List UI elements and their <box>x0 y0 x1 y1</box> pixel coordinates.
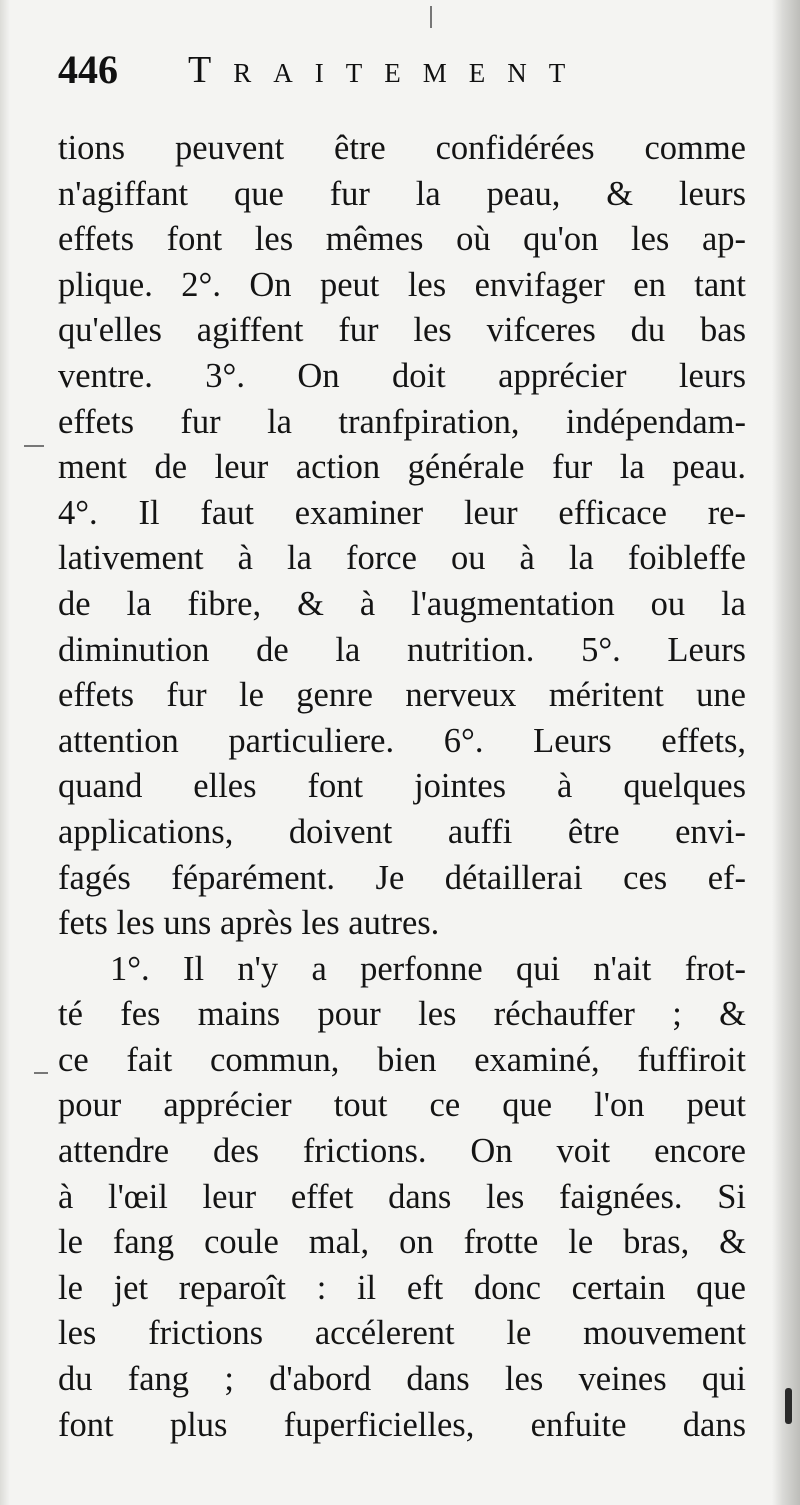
text-line: qu'elles agiffent fur les vifceres du bas <box>58 311 746 350</box>
text-line: à l'œil leur effet dans les faignées. Si <box>58 1177 746 1216</box>
print-mark <box>34 1072 48 1074</box>
text-line: n'agiffant que fur la peau, & leurs <box>58 174 746 213</box>
text-line: effets font les mêmes où qu'on les ap- <box>58 220 746 259</box>
text-line: tions peuvent être confidérées comme <box>58 129 746 167</box>
print-mark <box>24 445 44 447</box>
text-line: 4°. Il faut examiner leur efficace re- <box>58 493 746 532</box>
page-right-edge-shadow <box>772 0 800 1505</box>
page-header <box>58 40 748 100</box>
text-line: le jet reparoît : il eft donc certain que <box>58 1268 746 1307</box>
text-line: les frictions accélerent le mouvement <box>58 1314 746 1353</box>
text-line: font plus fuperficielles, enfuite dans <box>58 1405 746 1444</box>
body-text <box>58 126 746 1448</box>
text-line: ce fait commun, bien examiné, fuffiroit <box>58 1040 746 1079</box>
text-line: plique. 2°. On peut les envifager en tant <box>58 265 746 304</box>
text-line: fets les uns après les autres. <box>58 904 440 943</box>
text-line: fagés féparément. Je détaillerai ces ef- <box>58 858 746 897</box>
text-line: du fang ; d'abord dans les veines qui <box>58 1360 746 1399</box>
text-line: applications, doivent auffi être envi- <box>58 812 746 851</box>
text-line: quand elles font jointes à quelques <box>58 767 746 806</box>
text-line: attendre des frictions. On voit encore <box>58 1132 746 1171</box>
text-line: attention particuliere. 6°. Leurs effets, <box>58 721 746 760</box>
text-line: lativement à la force ou à la foibleffe <box>58 539 746 578</box>
print-mark <box>430 6 432 28</box>
text-line: 1°. Il n'y a perfonne qui n'ait frot- <box>110 949 746 988</box>
page-number: 446 <box>58 47 118 92</box>
text-line: de la fibre, & à l'augmentation ou la <box>58 584 746 623</box>
text-line: effets fur le genre nerveux méritent une <box>58 676 746 715</box>
text-line: té fes mains pour les réchauffer ; & <box>58 995 746 1034</box>
text-line: ment de leur action générale fur la peau. <box>58 448 746 487</box>
text-line: ventre. 3°. On doit apprécier leurs <box>58 356 746 395</box>
page-left-edge-shadow <box>0 0 10 1505</box>
text-line: effets fur la tranfpiration, indépendam- <box>58 402 746 441</box>
margin-ink-mark <box>785 1388 792 1424</box>
running-head: Traitement <box>188 49 588 91</box>
text-line: le fang coule mal, on frotte le bras, & <box>58 1223 746 1262</box>
text-line: pour apprécier tout ce que l'on peut <box>58 1086 746 1125</box>
text-line: diminution de la nutrition. 5°. Leurs <box>58 630 746 669</box>
